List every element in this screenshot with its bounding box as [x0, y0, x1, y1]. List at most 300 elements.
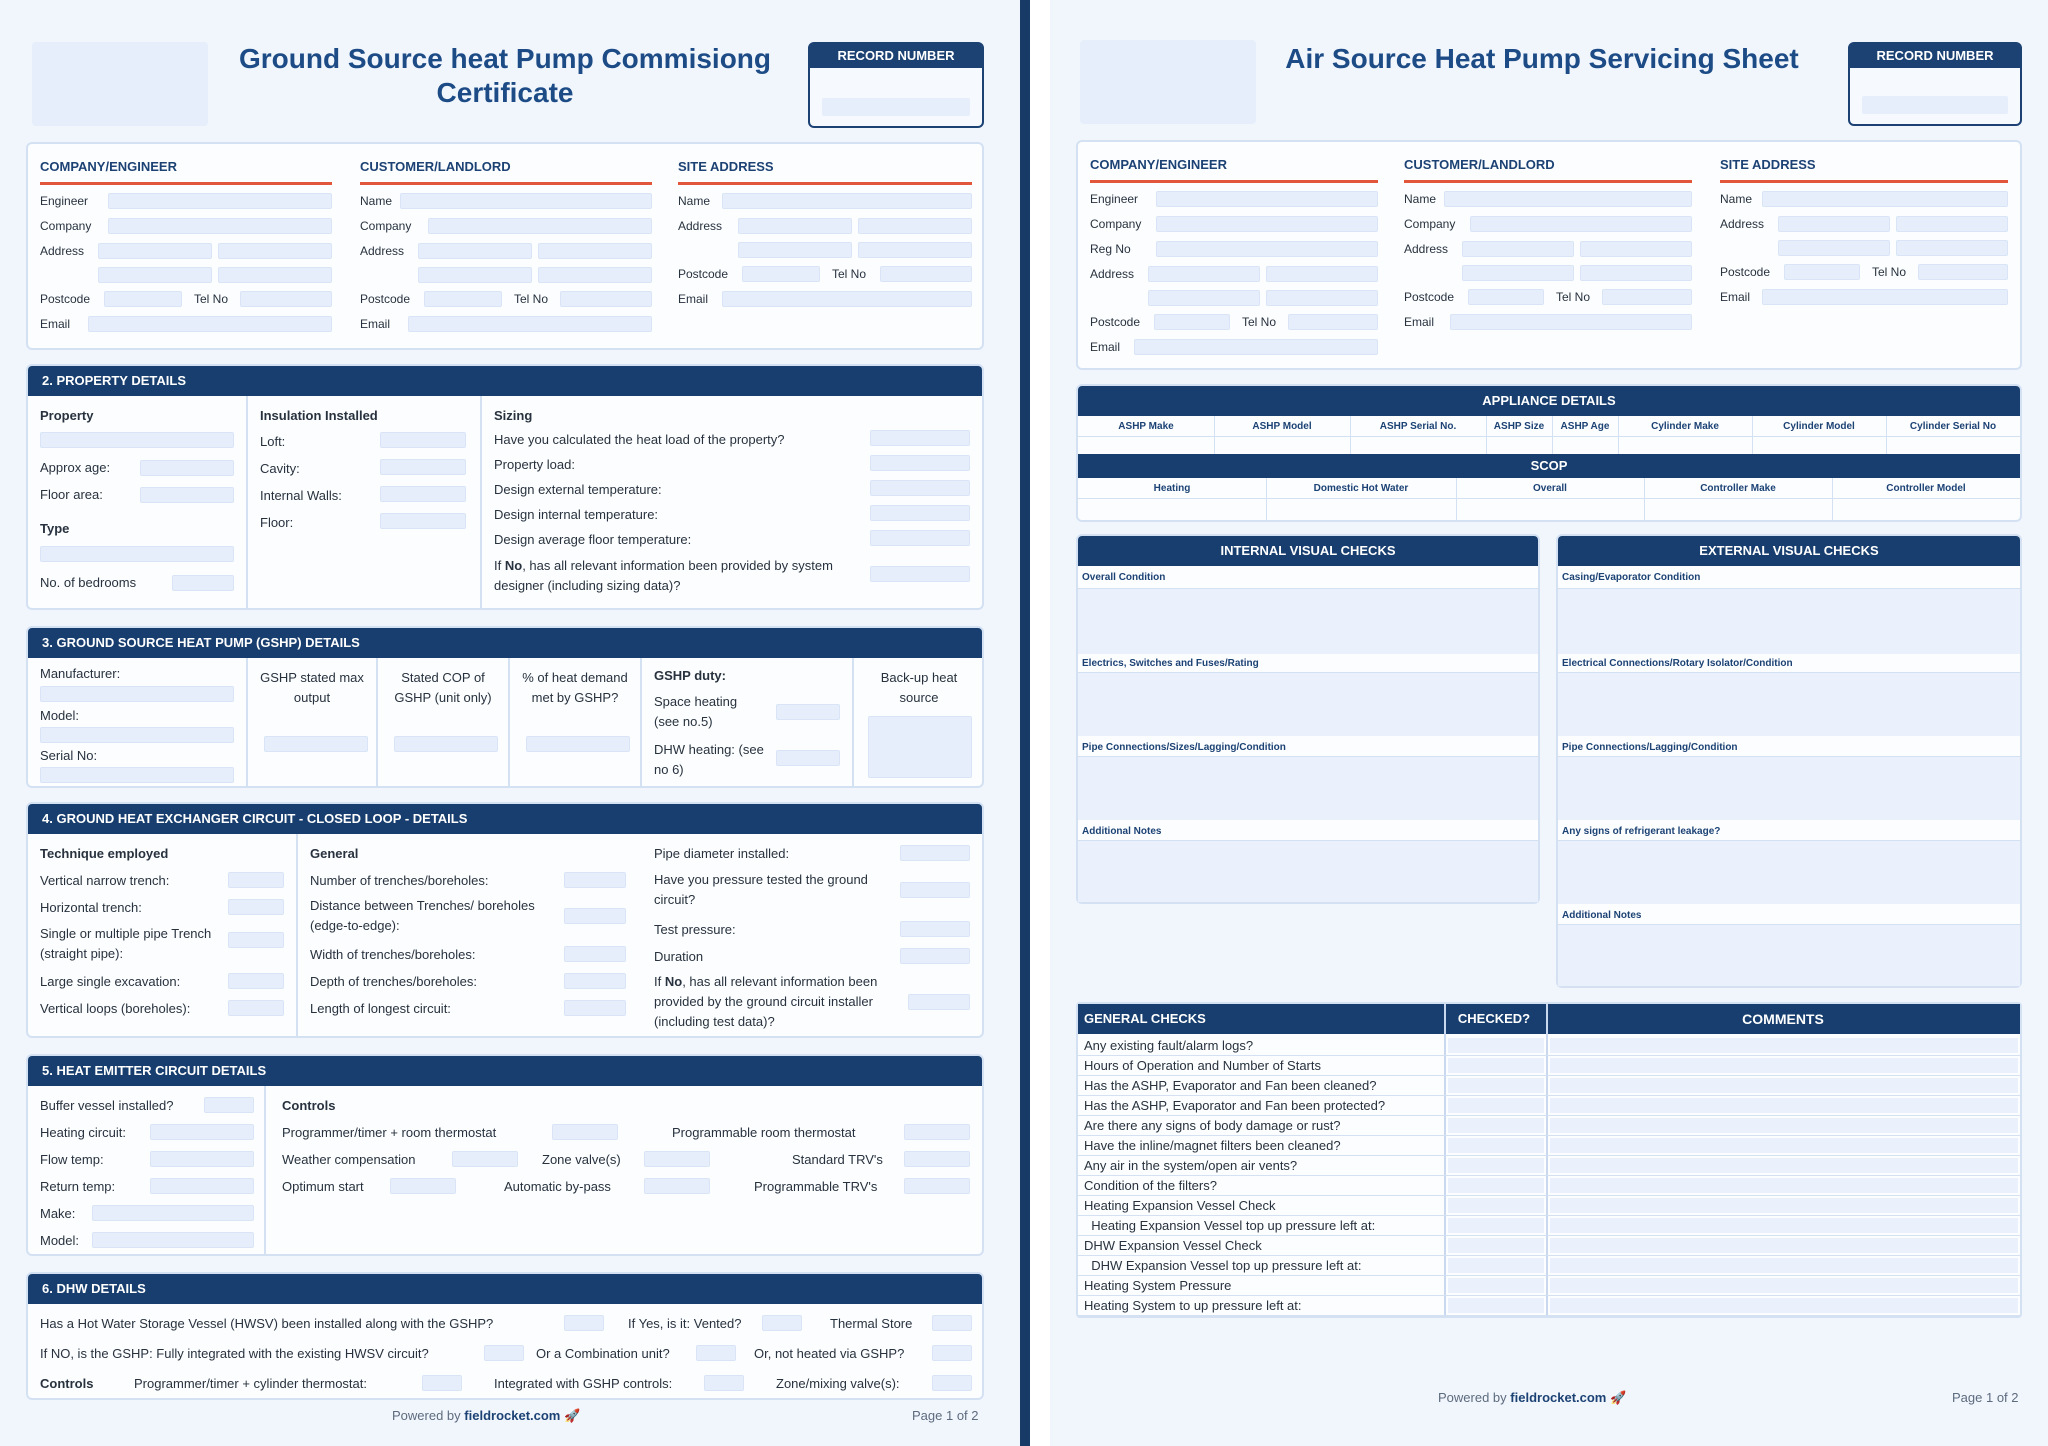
address-field-4[interactable] — [218, 267, 332, 283]
site-postcode-field[interactable] — [742, 266, 820, 282]
site-name-field[interactable] — [1762, 191, 2008, 207]
comment-cell[interactable] — [1550, 1298, 2018, 1313]
not-heated-label: Or, not heated via GSHP? — [754, 1346, 905, 1361]
comment-cell[interactable] — [1550, 1038, 2018, 1053]
postcode-field[interactable] — [1154, 314, 1230, 330]
internal-check-label: Pipe Connections/Sizes/Lagging/Condition — [1082, 742, 1286, 753]
model-field[interactable] — [40, 727, 234, 743]
customer-address-field-3[interactable] — [418, 267, 532, 283]
buffer-vessel-label: Buffer vessel installed? — [40, 1098, 174, 1113]
ground-circuit-heading: 4. GROUND HEAT EXCHANGER CIRCUIT - CLOSED LOOP - DETAILS — [28, 804, 982, 834]
serial-field[interactable] — [40, 767, 234, 783]
dhw-heating-field[interactable] — [776, 750, 840, 766]
site-address-field-3[interactable] — [738, 242, 852, 258]
customer-email-label: Email — [1404, 315, 1435, 329]
floor-area-field[interactable] — [140, 487, 234, 503]
engineer-field[interactable] — [1156, 191, 1378, 207]
general-check-label: Heating Expansion Vessel Check — [1084, 1198, 1276, 1213]
address-field-3[interactable] — [98, 267, 212, 283]
commissioning-certificate-page — [0, 0, 1020, 1446]
address-label: Address — [40, 244, 85, 258]
site-address-label: Address — [678, 219, 723, 233]
record-number-box — [808, 42, 984, 128]
comment-cell[interactable] — [1550, 1198, 2018, 1213]
comment-cell[interactable] — [1550, 1178, 2018, 1193]
scop-col-header: Controller Model — [1886, 483, 1966, 494]
site-address-field-4[interactable] — [858, 242, 972, 258]
number-trenches-label: Number of trenches/boreholes: — [310, 873, 489, 888]
longest-circuit-field[interactable] — [564, 1000, 626, 1016]
site-postcode-field[interactable] — [1784, 264, 1860, 280]
pressure-test-field[interactable] — [900, 882, 970, 898]
site-email-field[interactable] — [722, 291, 972, 307]
email-field[interactable] — [88, 316, 332, 332]
customer-address-label: Address — [360, 244, 405, 258]
customer-postcode-label: Postcode — [1404, 290, 1455, 304]
internal-temp-field[interactable] — [870, 505, 970, 521]
checked-cell[interactable] — [1448, 1238, 1544, 1253]
customer-tel-field[interactable] — [560, 291, 652, 307]
page-number: Page 1 of 2 — [1952, 1390, 2019, 1405]
make-field[interactable] — [92, 1205, 254, 1221]
weather-comp-field[interactable] — [452, 1151, 518, 1167]
general-check-label: DHW Expansion Vessel top up pressure left at: — [1084, 1258, 1362, 1273]
general-check-label: Heating System to up pressure left at: — [1084, 1298, 1302, 1313]
integrated-hwsv-field[interactable] — [484, 1345, 524, 1361]
engineer-field[interactable] — [108, 193, 332, 209]
internal-notes-area[interactable] — [1078, 840, 1538, 902]
general-check-label: Heating Expansion Vessel top up pressure left at: — [1084, 1218, 1376, 1233]
site-heading: SITE ADDRESS — [1720, 157, 1816, 172]
external-check-label: Electrical Connections/Rotary Isolator/Condition — [1562, 658, 1793, 669]
postcode-field[interactable] — [104, 291, 182, 307]
external-check-label: Additional Notes — [1562, 910, 1642, 921]
address-field-1[interactable] — [98, 243, 212, 259]
cavity-field[interactable] — [380, 459, 466, 475]
general-check-row — [1078, 1056, 2020, 1076]
depth-trenches-label: Depth of trenches/boreholes: — [310, 974, 477, 989]
checked-cell[interactable] — [1448, 1158, 1544, 1173]
loft-label: Loft: — [260, 434, 286, 449]
site-tel-field[interactable] — [1918, 264, 2008, 280]
programmable-room-label: Programmable room thermostat — [672, 1125, 856, 1140]
appliance-table — [1078, 416, 2020, 454]
customer-name-field[interactable] — [400, 193, 652, 209]
number-trenches-field[interactable] — [564, 872, 626, 888]
general-check-label: Have the inline/magnet filters been cleaned? — [1084, 1138, 1341, 1153]
hwsv-field[interactable] — [564, 1315, 604, 1331]
gshp-duty-label: GSHP duty: — [654, 668, 726, 683]
site-name-field[interactable] — [722, 193, 972, 209]
manufacturer-field[interactable] — [40, 686, 234, 702]
integrated-controls-label: Integrated with GSHP controls: — [494, 1376, 673, 1391]
depth-trenches-field[interactable] — [564, 973, 626, 989]
site-address-field-4[interactable] — [1896, 240, 2008, 256]
record-number-box — [1848, 42, 2022, 126]
customer-email-field[interactable] — [1450, 314, 1692, 330]
appliance-col-header: Cylinder Serial No — [1909, 421, 1997, 432]
appliance-heading: APPLIANCE DETAILS — [1078, 386, 2020, 416]
appliance-col-header: ASHP Size — [1493, 421, 1545, 432]
checked-cell[interactable] — [1448, 1278, 1544, 1293]
vented-label: If Yes, is it: Vented? — [628, 1316, 742, 1331]
site-address-field-2[interactable] — [1896, 216, 2008, 232]
horizontal-trench-label: Horizontal trench: — [40, 900, 142, 915]
address-field-2[interactable] — [1266, 266, 1378, 282]
space-heating-label: Space heating (see no.5) — [654, 694, 738, 729]
comment-cell[interactable] — [1550, 1058, 2018, 1073]
site-address-field-3[interactable] — [1778, 240, 1890, 256]
test-pressure-label: Test pressure: — [654, 922, 736, 937]
comment-cell[interactable] — [1550, 1258, 2018, 1273]
longest-circuit-label: Length of longest circuit: — [310, 1001, 451, 1016]
flow-temp-field[interactable] — [150, 1151, 254, 1167]
company-field[interactable] — [1156, 216, 1378, 232]
stated-output-label: GSHP stated max output — [260, 670, 364, 705]
hwsv-question: Has a Hot Water Storage Vessel (HWSV) been installed along with the GSHP? — [40, 1316, 494, 1331]
tel-field[interactable] — [240, 291, 332, 307]
page-divider — [1020, 0, 1030, 1446]
comment-cell[interactable] — [1550, 1138, 2018, 1153]
floor-label: Floor: — [260, 515, 294, 530]
customer-company-field[interactable] — [1470, 216, 1692, 232]
refrigerant-leak-area[interactable] — [1558, 840, 2020, 904]
site-name-label: Name — [678, 194, 711, 208]
customer-name-field[interactable] — [1444, 191, 1692, 207]
programmable-trv-field[interactable] — [904, 1178, 970, 1194]
checked-cell[interactable] — [1448, 1258, 1544, 1273]
external-pipe-area[interactable] — [1558, 756, 2020, 820]
general-checks-heading: GENERAL CHECKS — [1084, 1011, 1206, 1026]
customer-address-label: Address — [1404, 242, 1449, 256]
customer-tel-field[interactable] — [1602, 289, 1692, 305]
vertical-narrow-trench-field[interactable] — [228, 872, 284, 888]
heat-demand-field[interactable] — [526, 736, 630, 752]
stated-cop-field[interactable] — [394, 736, 498, 752]
servicing-sheet-page — [1050, 0, 2048, 1446]
site-name-label: Name — [1720, 192, 1753, 206]
rocket-icon: 🚀 — [564, 1408, 581, 1423]
general-check-label: Are there any signs of body damage or rust? — [1084, 1118, 1341, 1133]
comment-cell[interactable] — [1550, 1218, 2018, 1233]
combination-label: Or a Combination unit? — [536, 1346, 670, 1361]
customer-postcode-field[interactable] — [424, 291, 502, 307]
checked-cell[interactable] — [1448, 1138, 1544, 1153]
checked-cell[interactable] — [1448, 1038, 1544, 1053]
sizing-info-question: If No, has all relevant information been provided by system designer (including sizing data)? — [494, 558, 833, 593]
vertical-narrow-trench-label: Vertical narrow trench: — [40, 873, 170, 888]
insulation-label: Insulation Installed — [260, 408, 378, 423]
casing-area[interactable] — [1558, 588, 2020, 654]
customer-email-field[interactable] — [408, 316, 652, 332]
heat-emitter-section — [26, 1054, 984, 1256]
duration-label: Duration — [654, 949, 704, 964]
checked-cell[interactable] — [1448, 1058, 1544, 1073]
internal-temp-label: Design internal temperature: — [494, 507, 659, 522]
pipe-diameter-field[interactable] — [900, 845, 970, 861]
bypass-label: Automatic by-pass — [504, 1179, 611, 1194]
flow-temp-label: Flow temp: — [40, 1152, 104, 1167]
site-heading: SITE ADDRESS — [678, 159, 774, 174]
dhw-heating-label: DHW heating: (see no 6) — [654, 742, 764, 777]
email-field[interactable] — [1134, 339, 1378, 355]
space-heating-field[interactable] — [776, 704, 840, 720]
address-field-4[interactable] — [1266, 290, 1378, 306]
address-field-2[interactable] — [218, 243, 332, 259]
footer-powered: Powered by fieldrocket.com 🚀 — [1438, 1390, 1627, 1405]
customer-company-field[interactable] — [428, 218, 652, 234]
checked-cell[interactable] — [1448, 1178, 1544, 1193]
appliance-col-header: ASHP Model — [1252, 421, 1312, 432]
general-check-row — [1078, 1176, 2020, 1196]
pipe-trench-label: Single or multiple pipe Trench (straight pipe): — [40, 926, 212, 961]
pressure-test-label: Have you pressure tested the ground circuit? — [654, 872, 868, 907]
thermal-store-field[interactable] — [932, 1315, 972, 1331]
page-title: Ground Source heat Pump Commisiong Certificate — [238, 43, 772, 108]
scop-col-header: Domestic Hot Water — [1313, 483, 1409, 494]
general-check-row — [1078, 1296, 2020, 1316]
general-check-row — [1078, 1236, 2020, 1256]
overall-condition-area[interactable] — [1078, 588, 1538, 654]
duration-field[interactable] — [900, 948, 970, 964]
reg-no-label: Reg No — [1090, 242, 1131, 256]
external-notes-area[interactable] — [1558, 924, 2020, 986]
heat-emitter-heading: 5. HEAT EMITTER CIRCUIT DETAILS — [28, 1056, 982, 1086]
general-check-label: Hours of Operation and Number of Starts — [1084, 1058, 1322, 1073]
company-field[interactable] — [108, 218, 332, 234]
checked-cell[interactable] — [1448, 1118, 1544, 1133]
comment-cell[interactable] — [1550, 1098, 2018, 1113]
programmer-room-field[interactable] — [552, 1124, 618, 1140]
page-title: Air Source Heat Pump Servicing Sheet — [1285, 43, 1799, 74]
company-heading: COMPANY/ENGINEER — [1090, 157, 1227, 172]
site-address-field-1[interactable] — [1778, 216, 1890, 232]
customer-email-label: Email — [360, 317, 391, 331]
external-temp-field[interactable] — [870, 480, 970, 496]
cylinder-thermostat-label: Programmer/timer + cylinder thermostat: — [134, 1376, 367, 1391]
general-check-label: Any existing fault/alarm logs? — [1084, 1038, 1254, 1053]
floor-temp-label: Design average floor temperature: — [494, 532, 692, 547]
site-email-label: Email — [1720, 290, 1751, 304]
stated-cop-label: Stated COP of GSHP (unit only) — [394, 670, 492, 705]
width-trenches-field[interactable] — [564, 946, 626, 962]
appliance-col-header: Cylinder Model — [1783, 421, 1855, 432]
bedrooms-label: No. of bedrooms — [40, 575, 137, 590]
internal-walls-field[interactable] — [380, 486, 466, 502]
site-postcode-label: Postcode — [678, 267, 729, 281]
internal-check-label: Additional Notes — [1082, 826, 1162, 837]
site-email-field[interactable] — [1762, 289, 2008, 305]
customer-address-field-4[interactable] — [1580, 265, 1692, 281]
comment-cell[interactable] — [1550, 1078, 2018, 1093]
tel-field[interactable] — [1288, 314, 1378, 330]
general-check-row — [1078, 1076, 2020, 1096]
property-label: Property — [40, 408, 94, 423]
optimum-start-field[interactable] — [390, 1178, 456, 1194]
customer-address-field-1[interactable] — [418, 243, 532, 259]
record-number-field[interactable] — [822, 98, 970, 116]
scop-table — [1078, 478, 2020, 520]
pipe-connections-area[interactable] — [1078, 756, 1538, 820]
checked-cell[interactable] — [1448, 1198, 1544, 1213]
bedrooms-field[interactable] — [172, 575, 234, 591]
customer-name-label: Name — [1404, 192, 1437, 206]
cylinder-thermostat-field[interactable] — [422, 1375, 462, 1391]
vertical-loops-label: Vertical loops (boreholes): — [40, 1001, 191, 1016]
pipe-trench-field[interactable] — [228, 932, 284, 948]
customer-address-field-3[interactable] — [1462, 265, 1574, 281]
customer-address-field-2[interactable] — [1580, 241, 1692, 257]
backup-heat-label: Back-up heat source — [880, 670, 958, 705]
heat-load-field[interactable] — [870, 430, 970, 446]
heating-circuit-field[interactable] — [150, 1124, 254, 1140]
not-heated-field[interactable] — [932, 1345, 972, 1361]
postcode-label: Postcode — [40, 292, 91, 306]
bypass-field[interactable] — [644, 1178, 710, 1194]
ground-info-field[interactable] — [908, 994, 970, 1010]
general-check-row — [1078, 1256, 2020, 1276]
electrical-connections-area[interactable] — [1558, 672, 2020, 736]
checked-cell[interactable] — [1448, 1098, 1544, 1113]
controls-label: Controls — [282, 1098, 336, 1113]
property-field[interactable] — [40, 432, 234, 448]
general-check-row — [1078, 1216, 2020, 1236]
company-logo-placeholder — [32, 42, 208, 126]
internal-checks-section — [1076, 534, 1540, 904]
footer-powered: Powered by fieldrocket.com 🚀 — [392, 1408, 581, 1423]
dhw-details-section — [26, 1272, 984, 1400]
distance-trenches-field[interactable] — [564, 908, 626, 924]
checked-header: CHECKED? — [1457, 1011, 1531, 1026]
emitter-model-field[interactable] — [92, 1232, 254, 1248]
record-number-field[interactable] — [1862, 96, 2008, 114]
property-load-label: Property load: — [494, 457, 575, 472]
address-field-3[interactable] — [1148, 290, 1260, 306]
loft-field[interactable] — [380, 432, 466, 448]
integrated-controls-field[interactable] — [704, 1375, 744, 1391]
scop-col-header: Overall — [1533, 483, 1567, 494]
buffer-vessel-field[interactable] — [204, 1097, 254, 1113]
external-temp-label: Design external temperature: — [494, 482, 662, 497]
standard-trv-field[interactable] — [904, 1151, 970, 1167]
width-trenches-label: Width of trenches/boreholes: — [310, 947, 476, 962]
electrics-area[interactable] — [1078, 672, 1538, 736]
backup-heat-field[interactable] — [868, 716, 972, 778]
comment-cell[interactable] — [1550, 1278, 2018, 1293]
site-tel-field[interactable] — [880, 266, 972, 282]
customer-address-field-2[interactable] — [538, 243, 652, 259]
general-check-row — [1078, 1136, 2020, 1156]
external-check-label: Pipe Connections/Lagging/Condition — [1562, 742, 1738, 753]
vertical-loops-field[interactable] — [228, 1000, 284, 1016]
general-check-label: Heating System Pressure — [1084, 1278, 1232, 1293]
programmable-room-field[interactable] — [904, 1124, 970, 1140]
serial-label: Serial No: — [40, 748, 98, 763]
site-address-field-2[interactable] — [858, 218, 972, 234]
stated-output-field[interactable] — [264, 736, 368, 752]
large-excavation-field[interactable] — [228, 973, 284, 989]
company-heading: COMPANY/ENGINEER — [40, 159, 177, 174]
appliance-section — [1076, 384, 2022, 522]
customer-postcode-field[interactable] — [1468, 289, 1544, 305]
heat-demand-label: % of heat demand met by GSHP? — [522, 670, 628, 705]
sizing-info-field[interactable] — [870, 566, 970, 582]
general-check-label: Any air in the system/open air vents? — [1084, 1158, 1298, 1173]
large-excavation-label: Large single excavation: — [40, 974, 181, 989]
ground-circuit-section — [26, 802, 984, 1038]
comment-cell[interactable] — [1550, 1118, 2018, 1133]
distance-trenches-label: Distance between Trenches/ boreholes (edge-to-edge): — [310, 898, 535, 933]
general-check-row — [1078, 1196, 2020, 1216]
company-logo-placeholder — [1080, 40, 1256, 124]
appliance-col-header: ASHP Age — [1560, 421, 1610, 432]
email-label: Email — [1090, 340, 1121, 354]
zone-mixing-field[interactable] — [932, 1375, 972, 1391]
appliance-col-header: ASHP Make — [1118, 421, 1174, 432]
gshp-details-section — [26, 626, 984, 788]
appliance-col-header: ASHP Serial No. — [1379, 421, 1457, 432]
address-field-1[interactable] — [1148, 266, 1260, 282]
heating-circuit-label: Heating circuit: — [40, 1125, 126, 1140]
general-check-row — [1078, 1036, 2020, 1056]
floor-temp-field[interactable] — [870, 530, 970, 546]
engineer-label: Engineer — [40, 194, 89, 208]
checked-cell[interactable] — [1448, 1078, 1544, 1093]
checked-cell[interactable] — [1448, 1218, 1544, 1233]
customer-company-label: Company — [1404, 217, 1456, 231]
site-address-field-1[interactable] — [738, 218, 852, 234]
appliance-col-header: Cylinder Make — [1651, 421, 1719, 432]
approx-age-field[interactable] — [140, 460, 234, 476]
general-label: General — [310, 846, 359, 861]
property-details-section — [26, 364, 984, 610]
footer-brand-link[interactable]: fieldrocket.com — [464, 1408, 561, 1423]
site-tel-label: Tel No — [832, 267, 867, 281]
optimum-start-label: Optimum start — [282, 1179, 364, 1194]
make-label: Make: — [40, 1206, 76, 1221]
test-pressure-field[interactable] — [900, 921, 970, 937]
model-label: Model: — [40, 708, 80, 723]
reg-no-field[interactable] — [1156, 241, 1378, 257]
horizontal-trench-field[interactable] — [228, 899, 284, 915]
type-label: Type — [40, 521, 70, 536]
general-check-row — [1078, 1276, 2020, 1296]
checked-cell[interactable] — [1448, 1298, 1544, 1313]
customer-address-field-4[interactable] — [538, 267, 652, 283]
combination-field[interactable] — [696, 1345, 736, 1361]
footer-brand-link[interactable]: fieldrocket.com — [1510, 1390, 1607, 1405]
return-temp-field[interactable] — [150, 1178, 254, 1194]
property-load-field[interactable] — [870, 455, 970, 471]
comment-cell[interactable] — [1550, 1238, 2018, 1253]
customer-company-label: Company — [360, 219, 412, 233]
floor-field[interactable] — [380, 513, 466, 529]
manufacturer-label: Manufacturer: — [40, 666, 121, 681]
vented-field[interactable] — [762, 1315, 802, 1331]
address-label: Address — [1090, 267, 1135, 281]
heat-load-question: Have you calculated the heat load of the property? — [494, 432, 785, 447]
zone-valves-field[interactable] — [644, 1151, 710, 1167]
tel-label: Tel No — [1242, 315, 1277, 329]
zone-valves-label: Zone valve(s) — [542, 1152, 621, 1167]
weather-comp-label: Weather compensation — [282, 1152, 416, 1167]
customer-tel-label: Tel No — [514, 292, 549, 306]
engineer-label: Engineer — [1090, 192, 1139, 206]
customer-address-field-1[interactable] — [1462, 241, 1574, 257]
type-field[interactable] — [40, 546, 234, 562]
comment-cell[interactable] — [1550, 1158, 2018, 1173]
rocket-icon: 🚀 — [1610, 1390, 1627, 1405]
